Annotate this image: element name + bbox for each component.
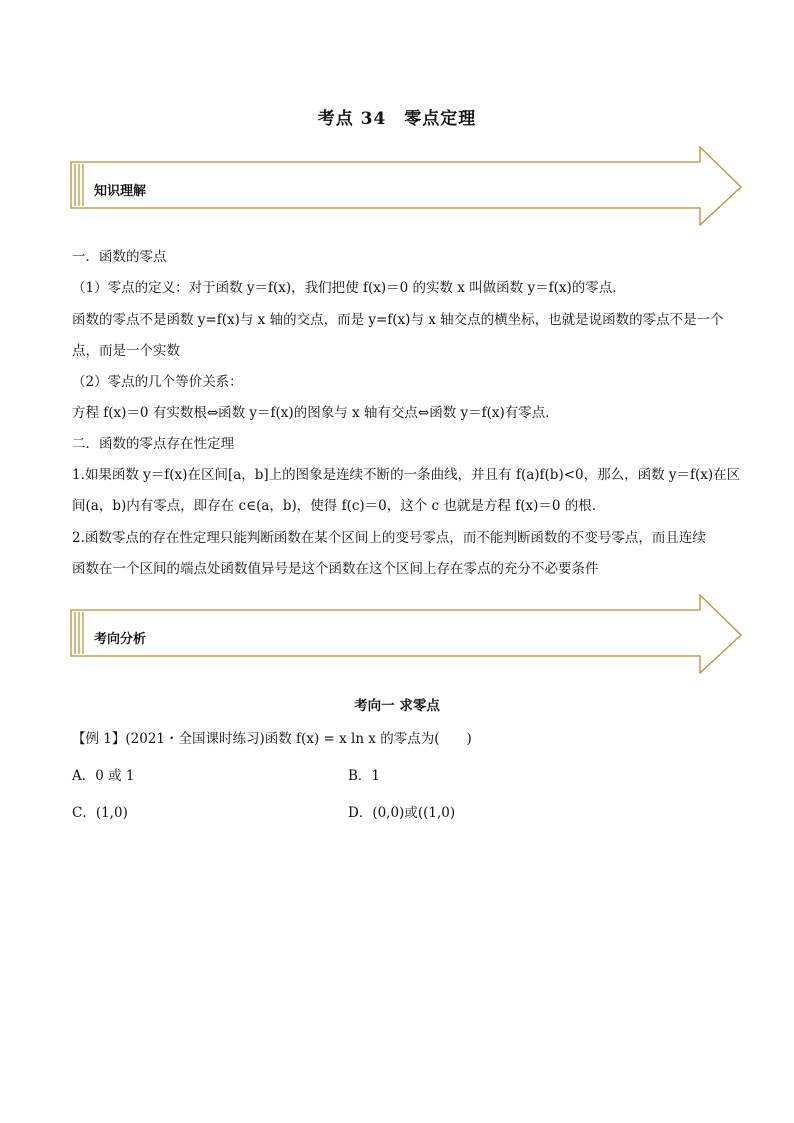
- banner-label-analysis: 考向分析: [94, 632, 147, 647]
- option-b: B．1: [348, 768, 381, 784]
- knowledge-line: 方程 f(x)＝0 有实数根⇔函数 y＝f(x)的图象与 x 轴有交点⇔函数 y＝f(x)有零点．: [72, 405, 559, 421]
- example-question: 【例 1】(2021・全国课时练习)函数 f(x) = x ln x 的零点为( ): [72, 731, 472, 747]
- option-a: A．0 或 1: [72, 768, 135, 784]
- section-heading: 考向一 求零点: [354, 698, 440, 714]
- banner-arrow-shape: [70, 594, 742, 674]
- knowledge-line: 函数在一个区间的端点处函数值异号是这个函数在这个区间上存在零点的充分不必要条件: [72, 561, 599, 577]
- knowledge-line: （2）零点的几个等价关系：: [72, 374, 243, 390]
- option-d: D．(0,0)或((1,0): [348, 805, 456, 821]
- knowledge-line: 2.函数零点的存在性定理只能判断函数在某个区间上的变号零点，而不能判断函数的不变号零点，而且连续: [72, 530, 706, 546]
- knowledge-line: 一．函数的零点: [72, 249, 167, 265]
- knowledge-line: 1.如果函数 y＝f(x)在区间[a，b]上的图象是连续不断的一条曲线，并且有 f(a)f(b)<0，那么，函数 y＝f(x)在区: [72, 467, 741, 483]
- knowledge-line: 函数的零点不是函数 y=f(x)与 x 轴的交点，而是 y=f(x)与 x 轴交点的横坐标，也就是说函数的零点不是一个: [72, 312, 724, 328]
- option-c: C．(1,0): [72, 805, 128, 821]
- knowledge-line: （1）零点的定义：对于函数 y＝f(x)，我们把使 f(x)＝0 的实数 x 叫做函数 y＝f(x)的零点．: [72, 280, 626, 296]
- banner-arrow-shape: [70, 146, 742, 226]
- banner-label-knowledge: 知识理解: [94, 184, 147, 199]
- section-banner-knowledge: [70, 146, 742, 226]
- knowledge-line: 点，而是一个实数: [72, 343, 180, 359]
- knowledge-line: 间(a，b)内有零点，即存在 c∈(a，b)，使得 f(c)＝0，这个 c 也就是方程 f(x)＝0 的根．: [72, 498, 606, 514]
- knowledge-line: 二．函数的零点存在性定理: [72, 436, 234, 452]
- page-title: 考点 34 零点定理: [317, 109, 477, 129]
- section-banner-analysis: [70, 594, 742, 674]
